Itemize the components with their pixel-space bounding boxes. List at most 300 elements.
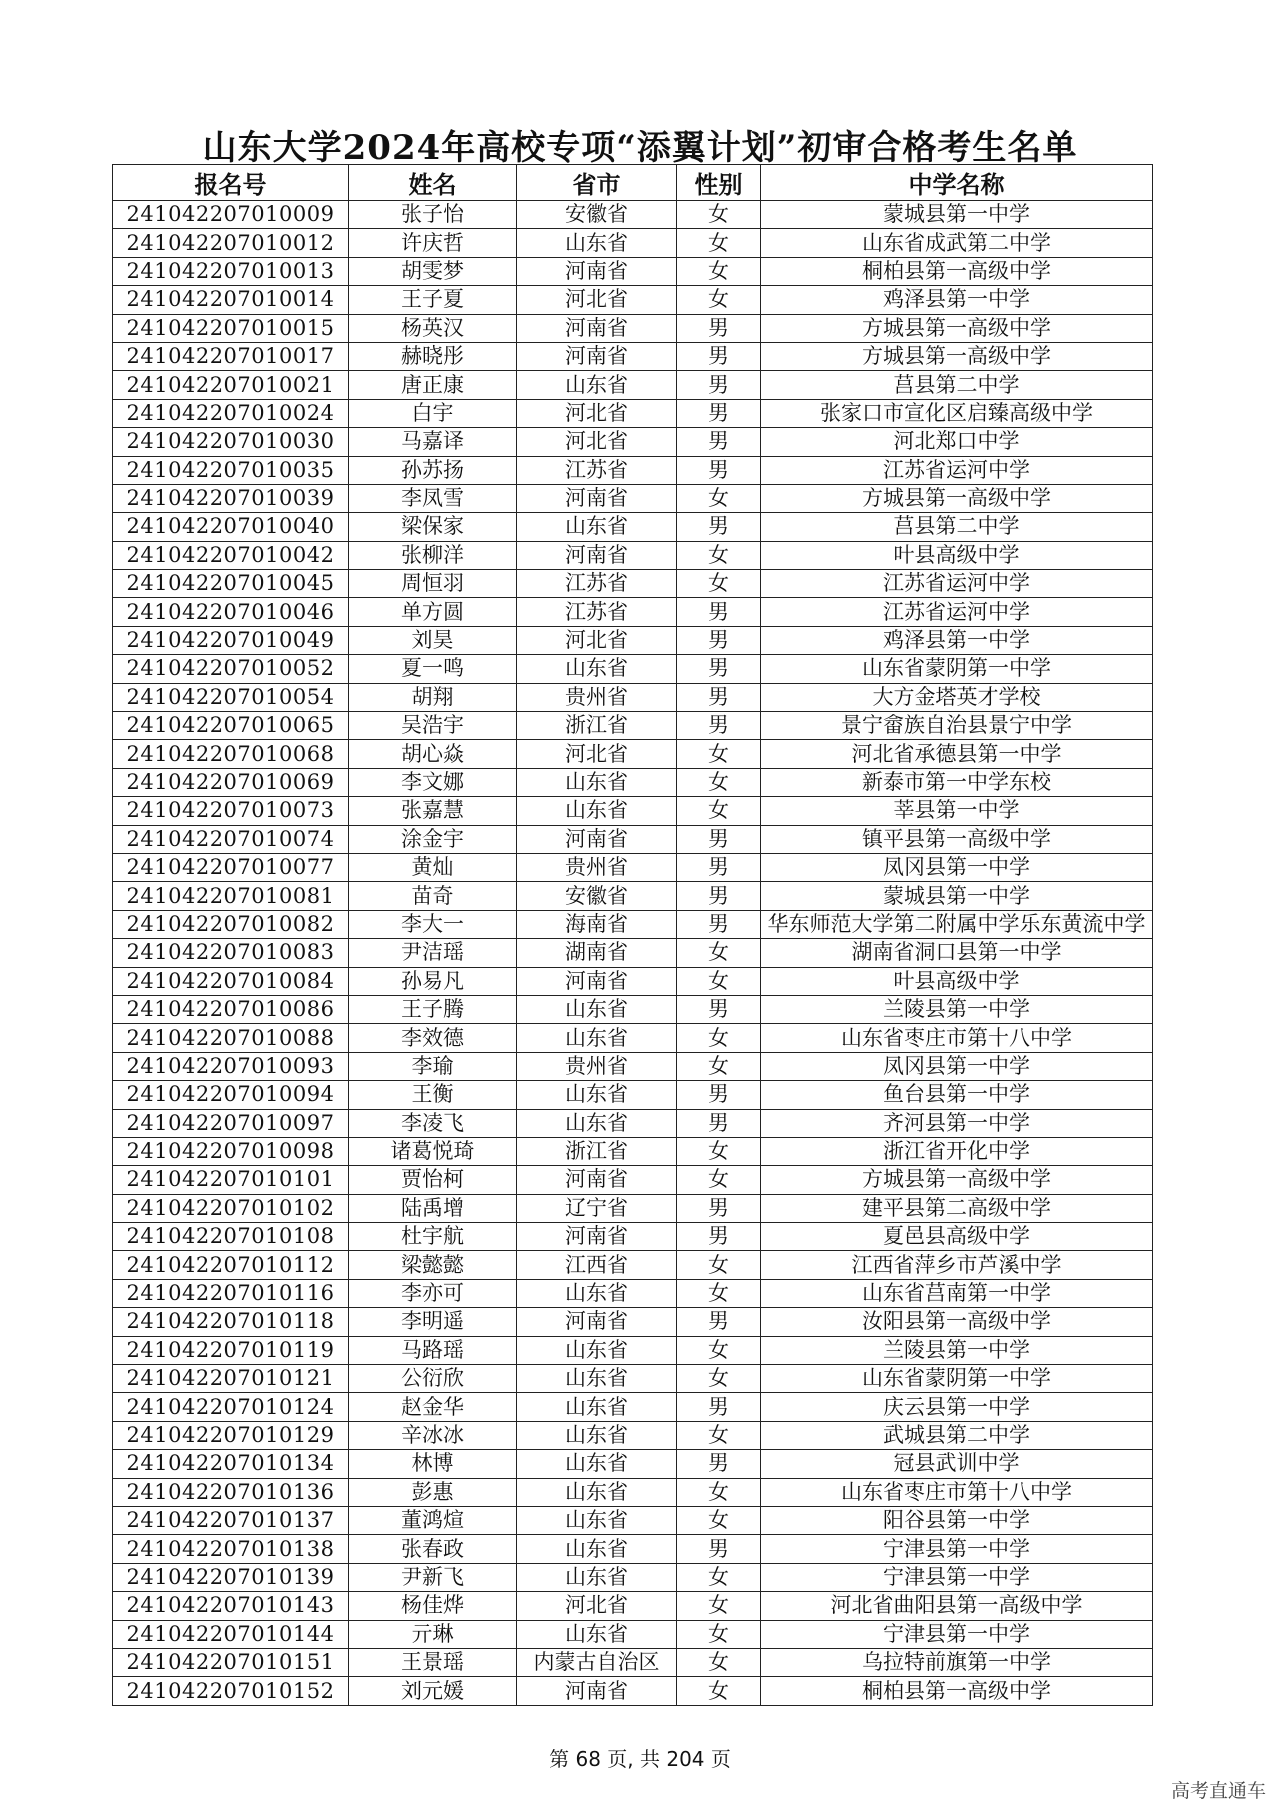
table-row xyxy=(113,626,1153,654)
province-cell: 山东省 xyxy=(517,1081,677,1109)
province-cell: 河南省 xyxy=(517,825,677,853)
province-cell: 辽宁省 xyxy=(517,1194,677,1222)
name-cell: 诸葛悦琦 xyxy=(349,1137,517,1165)
gender-cell: 男 xyxy=(677,314,761,342)
school-cell: 冠县武训中学 xyxy=(761,1450,1153,1478)
name-cell: 董鸿煊 xyxy=(349,1506,517,1534)
table-row xyxy=(113,995,1153,1023)
registration-no-cell: 241042207010042 xyxy=(113,541,349,569)
province-cell: 河北省 xyxy=(517,1592,677,1620)
table-row xyxy=(113,1506,1153,1534)
column-header-province: 省市 xyxy=(517,165,677,201)
gender-cell: 女 xyxy=(677,541,761,569)
registration-no-cell: 241042207010045 xyxy=(113,570,349,598)
registration-no-cell: 241042207010116 xyxy=(113,1279,349,1307)
table-row xyxy=(113,1677,1153,1705)
province-cell: 山东省 xyxy=(517,797,677,825)
registration-no-cell: 241042207010094 xyxy=(113,1081,349,1109)
table-row xyxy=(113,456,1153,484)
school-cell: 河北省承德县第一中学 xyxy=(761,740,1153,768)
school-cell: 山东省莒南第一中学 xyxy=(761,1279,1153,1307)
gender-cell: 男 xyxy=(677,342,761,370)
registration-no-cell: 241042207010124 xyxy=(113,1393,349,1421)
province-cell: 河北省 xyxy=(517,399,677,427)
province-cell: 山东省 xyxy=(517,1421,677,1449)
name-cell: 赵金华 xyxy=(349,1393,517,1421)
province-cell: 山东省 xyxy=(517,229,677,257)
name-cell: 涂金宇 xyxy=(349,825,517,853)
table-row xyxy=(113,1450,1153,1478)
table-row xyxy=(113,797,1153,825)
school-cell: 镇平县第一高级中学 xyxy=(761,825,1153,853)
name-cell: 赫晓彤 xyxy=(349,342,517,370)
table-row xyxy=(113,1166,1153,1194)
school-cell: 方城县第一高级中学 xyxy=(761,1166,1153,1194)
school-cell: 莒县第二中学 xyxy=(761,371,1153,399)
province-cell: 河南省 xyxy=(517,1677,677,1705)
gender-cell: 男 xyxy=(677,626,761,654)
province-cell: 贵州省 xyxy=(517,853,677,881)
registration-no-cell: 241042207010108 xyxy=(113,1223,349,1251)
gender-cell: 女 xyxy=(677,1677,761,1705)
gender-cell: 男 xyxy=(677,513,761,541)
registration-no-cell: 241042207010101 xyxy=(113,1166,349,1194)
name-cell: 李亦可 xyxy=(349,1279,517,1307)
province-cell: 山东省 xyxy=(517,1109,677,1137)
name-cell: 陆禹增 xyxy=(349,1194,517,1222)
gender-cell: 女 xyxy=(677,939,761,967)
registration-no-cell: 241042207010093 xyxy=(113,1052,349,1080)
school-cell: 江苏省运河中学 xyxy=(761,598,1153,626)
table-row xyxy=(113,342,1153,370)
gender-cell: 女 xyxy=(677,1251,761,1279)
column-header-registration-no: 报名号 xyxy=(113,165,349,201)
table-row xyxy=(113,655,1153,683)
province-cell: 河南省 xyxy=(517,484,677,512)
name-cell: 吴浩宇 xyxy=(349,712,517,740)
gender-cell: 男 xyxy=(677,655,761,683)
name-cell: 刘昊 xyxy=(349,626,517,654)
gender-cell: 男 xyxy=(677,995,761,1023)
gender-cell: 女 xyxy=(677,257,761,285)
gender-cell: 女 xyxy=(677,1279,761,1307)
gender-cell: 女 xyxy=(677,740,761,768)
province-cell: 河北省 xyxy=(517,740,677,768)
school-cell: 新泰市第一中学东校 xyxy=(761,768,1153,796)
table-row xyxy=(113,229,1153,257)
name-cell: 王衡 xyxy=(349,1081,517,1109)
registration-no-cell: 241042207010082 xyxy=(113,910,349,938)
name-cell: 刘元媛 xyxy=(349,1677,517,1705)
gender-cell: 女 xyxy=(677,1421,761,1449)
column-header-school: 中学名称 xyxy=(761,165,1153,201)
school-cell: 华东师范大学第二附属中学乐东黄流中学 xyxy=(761,910,1153,938)
school-cell: 山东省蒙阴第一中学 xyxy=(761,1365,1153,1393)
table-row xyxy=(113,939,1153,967)
name-cell: 胡雯梦 xyxy=(349,257,517,285)
registration-no-cell: 241042207010102 xyxy=(113,1194,349,1222)
registration-no-cell: 241042207010017 xyxy=(113,342,349,370)
registration-no-cell: 241042207010040 xyxy=(113,513,349,541)
name-cell: 王子腾 xyxy=(349,995,517,1023)
province-cell: 山东省 xyxy=(517,1365,677,1393)
province-cell: 安徽省 xyxy=(517,201,677,229)
table-row xyxy=(113,1393,1153,1421)
registration-no-cell: 241042207010030 xyxy=(113,428,349,456)
page-footer: 第 68 页, 共 204 页 xyxy=(549,1747,731,1771)
table-row xyxy=(113,1279,1153,1307)
gender-cell: 男 xyxy=(677,598,761,626)
name-cell: 李效德 xyxy=(349,1024,517,1052)
table-row xyxy=(113,683,1153,711)
school-cell: 乌拉特前旗第一中学 xyxy=(761,1648,1153,1676)
registration-no-cell: 241042207010129 xyxy=(113,1421,349,1449)
gender-cell: 女 xyxy=(677,1336,761,1364)
gender-cell: 女 xyxy=(677,1365,761,1393)
registration-no-cell: 241042207010139 xyxy=(113,1563,349,1591)
school-cell: 凤冈县第一中学 xyxy=(761,853,1153,881)
name-cell: 张柳洋 xyxy=(349,541,517,569)
province-cell: 内蒙古自治区 xyxy=(517,1648,677,1676)
registration-no-cell: 241042207010069 xyxy=(113,768,349,796)
name-cell: 唐正康 xyxy=(349,371,517,399)
name-cell: 李瑜 xyxy=(349,1052,517,1080)
name-cell: 马嘉译 xyxy=(349,428,517,456)
candidate-table xyxy=(112,164,1153,1706)
province-cell: 山东省 xyxy=(517,1336,677,1364)
gender-cell: 男 xyxy=(677,825,761,853)
name-cell: 李明遥 xyxy=(349,1308,517,1336)
gender-cell: 女 xyxy=(677,1166,761,1194)
name-cell: 林博 xyxy=(349,1450,517,1478)
school-cell: 建平县第二高级中学 xyxy=(761,1194,1153,1222)
registration-no-cell: 241042207010052 xyxy=(113,655,349,683)
registration-no-cell: 241042207010049 xyxy=(113,626,349,654)
school-cell: 兰陵县第一中学 xyxy=(761,995,1153,1023)
column-header-name: 姓名 xyxy=(349,165,517,201)
name-cell: 单方圆 xyxy=(349,598,517,626)
name-cell: 李凌飞 xyxy=(349,1109,517,1137)
province-cell: 河南省 xyxy=(517,1166,677,1194)
registration-no-cell: 241042207010118 xyxy=(113,1308,349,1336)
name-cell: 许庆哲 xyxy=(349,229,517,257)
column-header-gender: 性别 xyxy=(677,165,761,201)
registration-no-cell: 241042207010077 xyxy=(113,853,349,881)
province-cell: 安徽省 xyxy=(517,882,677,910)
name-cell: 胡翔 xyxy=(349,683,517,711)
gender-cell: 女 xyxy=(677,1620,761,1648)
gender-cell: 男 xyxy=(677,456,761,484)
name-cell: 彭惠 xyxy=(349,1478,517,1506)
registration-no-cell: 241042207010088 xyxy=(113,1024,349,1052)
province-cell: 山东省 xyxy=(517,1024,677,1052)
table-row xyxy=(113,484,1153,512)
province-cell: 河南省 xyxy=(517,314,677,342)
table-row xyxy=(113,1620,1153,1648)
table-row xyxy=(113,712,1153,740)
province-cell: 河南省 xyxy=(517,967,677,995)
province-cell: 山东省 xyxy=(517,1450,677,1478)
table-row xyxy=(113,882,1153,910)
table-row xyxy=(113,257,1153,285)
registration-no-cell: 241042207010098 xyxy=(113,1137,349,1165)
gender-cell: 女 xyxy=(677,1478,761,1506)
school-cell: 大方金塔英才学校 xyxy=(761,683,1153,711)
gender-cell: 女 xyxy=(677,484,761,512)
school-cell: 张家口市宣化区启臻高级中学 xyxy=(761,399,1153,427)
registration-no-cell: 241042207010152 xyxy=(113,1677,349,1705)
school-cell: 夏邑县高级中学 xyxy=(761,1223,1153,1251)
school-cell: 景宁畲族自治县景宁中学 xyxy=(761,712,1153,740)
gender-cell: 女 xyxy=(677,1024,761,1052)
registration-no-cell: 241042207010074 xyxy=(113,825,349,853)
province-cell: 海南省 xyxy=(517,910,677,938)
table-row xyxy=(113,1336,1153,1364)
registration-no-cell: 241042207010021 xyxy=(113,371,349,399)
gender-cell: 男 xyxy=(677,1393,761,1421)
province-cell: 山东省 xyxy=(517,371,677,399)
gender-cell: 女 xyxy=(677,768,761,796)
school-cell: 兰陵县第一中学 xyxy=(761,1336,1153,1364)
school-cell: 江西省萍乡市芦溪中学 xyxy=(761,1251,1153,1279)
name-cell: 贾怡柯 xyxy=(349,1166,517,1194)
school-cell: 桐柏县第一高级中学 xyxy=(761,1677,1153,1705)
gender-cell: 男 xyxy=(677,683,761,711)
province-cell: 江苏省 xyxy=(517,598,677,626)
gender-cell: 女 xyxy=(677,286,761,314)
name-cell: 周恒羽 xyxy=(349,570,517,598)
province-cell: 山东省 xyxy=(517,1563,677,1591)
school-cell: 武城县第二中学 xyxy=(761,1421,1153,1449)
registration-no-cell: 241042207010136 xyxy=(113,1478,349,1506)
school-cell: 方城县第一高级中学 xyxy=(761,342,1153,370)
school-cell: 河北省曲阳县第一高级中学 xyxy=(761,1592,1153,1620)
province-cell: 山东省 xyxy=(517,1506,677,1534)
gender-cell: 女 xyxy=(677,1592,761,1620)
registration-no-cell: 241042207010119 xyxy=(113,1336,349,1364)
school-cell: 齐河县第一中学 xyxy=(761,1109,1153,1137)
province-cell: 河南省 xyxy=(517,541,677,569)
school-cell: 浙江省开化中学 xyxy=(761,1137,1153,1165)
table-row xyxy=(113,371,1153,399)
gender-cell: 男 xyxy=(677,1535,761,1563)
table-row xyxy=(113,314,1153,342)
registration-no-cell: 241042207010137 xyxy=(113,1506,349,1534)
table-row xyxy=(113,1137,1153,1165)
gender-cell: 男 xyxy=(677,1223,761,1251)
name-cell: 张春政 xyxy=(349,1535,517,1563)
table-row xyxy=(113,1024,1153,1052)
province-cell: 河北省 xyxy=(517,428,677,456)
table-row xyxy=(113,399,1153,427)
gender-cell: 男 xyxy=(677,910,761,938)
name-cell: 黄灿 xyxy=(349,853,517,881)
school-cell: 凤冈县第一中学 xyxy=(761,1052,1153,1080)
table-row xyxy=(113,1365,1153,1393)
name-cell: 李凤雪 xyxy=(349,484,517,512)
registration-no-cell: 241042207010081 xyxy=(113,882,349,910)
registration-no-cell: 241042207010054 xyxy=(113,683,349,711)
registration-no-cell: 241042207010084 xyxy=(113,967,349,995)
province-cell: 山东省 xyxy=(517,1535,677,1563)
table-row xyxy=(113,1648,1153,1676)
registration-no-cell: 241042207010083 xyxy=(113,939,349,967)
school-cell: 蒙城县第一中学 xyxy=(761,882,1153,910)
gender-cell: 男 xyxy=(677,1194,761,1222)
table-row xyxy=(113,768,1153,796)
school-cell: 方城县第一高级中学 xyxy=(761,314,1153,342)
school-cell: 叶县高级中学 xyxy=(761,541,1153,569)
school-cell: 鸡泽县第一中学 xyxy=(761,626,1153,654)
gender-cell: 女 xyxy=(677,797,761,825)
gender-cell: 男 xyxy=(677,1109,761,1137)
watermark: 高考直通车 xyxy=(1170,1780,1266,1802)
school-cell: 汝阳县第一高级中学 xyxy=(761,1308,1153,1336)
school-cell: 江苏省运河中学 xyxy=(761,570,1153,598)
table-row xyxy=(113,825,1153,853)
name-cell: 胡心焱 xyxy=(349,740,517,768)
table-row xyxy=(113,1251,1153,1279)
province-cell: 山东省 xyxy=(517,513,677,541)
table-row xyxy=(113,740,1153,768)
school-cell: 庆云县第一中学 xyxy=(761,1393,1153,1421)
province-cell: 江苏省 xyxy=(517,570,677,598)
registration-no-cell: 241042207010134 xyxy=(113,1450,349,1478)
gender-cell: 男 xyxy=(677,853,761,881)
table-row xyxy=(113,1563,1153,1591)
table-row xyxy=(113,1478,1153,1506)
table-row xyxy=(113,1308,1153,1336)
school-cell: 河北郑口中学 xyxy=(761,428,1153,456)
gender-cell: 女 xyxy=(677,1137,761,1165)
table-row xyxy=(113,201,1153,229)
registration-no-cell: 241042207010009 xyxy=(113,201,349,229)
table-row xyxy=(113,570,1153,598)
registration-no-cell: 241042207010013 xyxy=(113,257,349,285)
province-cell: 河北省 xyxy=(517,626,677,654)
school-cell: 江苏省运河中学 xyxy=(761,456,1153,484)
province-cell: 浙江省 xyxy=(517,1137,677,1165)
province-cell: 河南省 xyxy=(517,1223,677,1251)
registration-no-cell: 241042207010121 xyxy=(113,1365,349,1393)
registration-no-cell: 241042207010065 xyxy=(113,712,349,740)
registration-no-cell: 241042207010068 xyxy=(113,740,349,768)
name-cell: 孙苏扬 xyxy=(349,456,517,484)
gender-cell: 女 xyxy=(677,1648,761,1676)
table-row xyxy=(113,428,1153,456)
school-cell: 宁津县第一中学 xyxy=(761,1563,1153,1591)
registration-no-cell: 241042207010151 xyxy=(113,1648,349,1676)
registration-no-cell: 241042207010039 xyxy=(113,484,349,512)
school-cell: 桐柏县第一高级中学 xyxy=(761,257,1153,285)
registration-no-cell: 241042207010015 xyxy=(113,314,349,342)
province-cell: 山东省 xyxy=(517,655,677,683)
name-cell: 辛冰冰 xyxy=(349,1421,517,1449)
province-cell: 山东省 xyxy=(517,995,677,1023)
province-cell: 山东省 xyxy=(517,1478,677,1506)
table-row xyxy=(113,1421,1153,1449)
table-row xyxy=(113,967,1153,995)
province-cell: 山东省 xyxy=(517,1279,677,1307)
table-header-row xyxy=(113,165,1153,201)
name-cell: 梁保家 xyxy=(349,513,517,541)
gender-cell: 女 xyxy=(677,967,761,995)
registration-no-cell: 241042207010012 xyxy=(113,229,349,257)
name-cell: 公衍欣 xyxy=(349,1365,517,1393)
registration-no-cell: 241042207010143 xyxy=(113,1592,349,1620)
school-cell: 山东省枣庄市第十八中学 xyxy=(761,1024,1153,1052)
name-cell: 李文娜 xyxy=(349,768,517,796)
page-title: 山东大学2024年高校专项“添翼计划”初审合格考生名单 xyxy=(202,128,1078,168)
school-cell: 鱼台县第一中学 xyxy=(761,1081,1153,1109)
table-body xyxy=(113,201,1153,1706)
province-cell: 贵州省 xyxy=(517,683,677,711)
gender-cell: 男 xyxy=(677,399,761,427)
gender-cell: 男 xyxy=(677,428,761,456)
gender-cell: 女 xyxy=(677,1506,761,1534)
name-cell: 张子怡 xyxy=(349,201,517,229)
name-cell: 张嘉慧 xyxy=(349,797,517,825)
name-cell: 马路瑶 xyxy=(349,1336,517,1364)
table-row xyxy=(113,1081,1153,1109)
province-cell: 江苏省 xyxy=(517,456,677,484)
gender-cell: 女 xyxy=(677,1052,761,1080)
gender-cell: 男 xyxy=(677,1308,761,1336)
registration-no-cell: 241042207010046 xyxy=(113,598,349,626)
province-cell: 山东省 xyxy=(517,1620,677,1648)
province-cell: 河南省 xyxy=(517,1308,677,1336)
name-cell: 杨英汉 xyxy=(349,314,517,342)
province-cell: 河北省 xyxy=(517,286,677,314)
name-cell: 王子夏 xyxy=(349,286,517,314)
province-cell: 河南省 xyxy=(517,257,677,285)
table-row xyxy=(113,910,1153,938)
registration-no-cell: 241042207010138 xyxy=(113,1535,349,1563)
gender-cell: 男 xyxy=(677,1450,761,1478)
province-cell: 湖南省 xyxy=(517,939,677,967)
name-cell: 孙易凡 xyxy=(349,967,517,995)
province-cell: 江西省 xyxy=(517,1251,677,1279)
school-cell: 叶县高级中学 xyxy=(761,967,1153,995)
gender-cell: 男 xyxy=(677,882,761,910)
table-row xyxy=(113,513,1153,541)
gender-cell: 女 xyxy=(677,1563,761,1591)
school-cell: 阳谷县第一中学 xyxy=(761,1506,1153,1534)
registration-no-cell: 241042207010024 xyxy=(113,399,349,427)
table-row xyxy=(113,1592,1153,1620)
table-row xyxy=(113,1535,1153,1563)
school-cell: 宁津县第一中学 xyxy=(761,1620,1153,1648)
name-cell: 亓琳 xyxy=(349,1620,517,1648)
name-cell: 杨佳烨 xyxy=(349,1592,517,1620)
registration-no-cell: 241042207010073 xyxy=(113,797,349,825)
gender-cell: 男 xyxy=(677,1081,761,1109)
school-cell: 湖南省洞口县第一中学 xyxy=(761,939,1153,967)
gender-cell: 女 xyxy=(677,570,761,598)
school-cell: 山东省蒙阴第一中学 xyxy=(761,655,1153,683)
name-cell: 白宇 xyxy=(349,399,517,427)
table-row xyxy=(113,598,1153,626)
gender-cell: 女 xyxy=(677,201,761,229)
school-cell: 莘县第一中学 xyxy=(761,797,1153,825)
gender-cell: 男 xyxy=(677,371,761,399)
school-cell: 莒县第二中学 xyxy=(761,513,1153,541)
name-cell: 杜宇航 xyxy=(349,1223,517,1251)
province-cell: 山东省 xyxy=(517,768,677,796)
school-cell: 方城县第一高级中学 xyxy=(761,484,1153,512)
table-row xyxy=(113,1223,1153,1251)
name-cell: 夏一鸣 xyxy=(349,655,517,683)
